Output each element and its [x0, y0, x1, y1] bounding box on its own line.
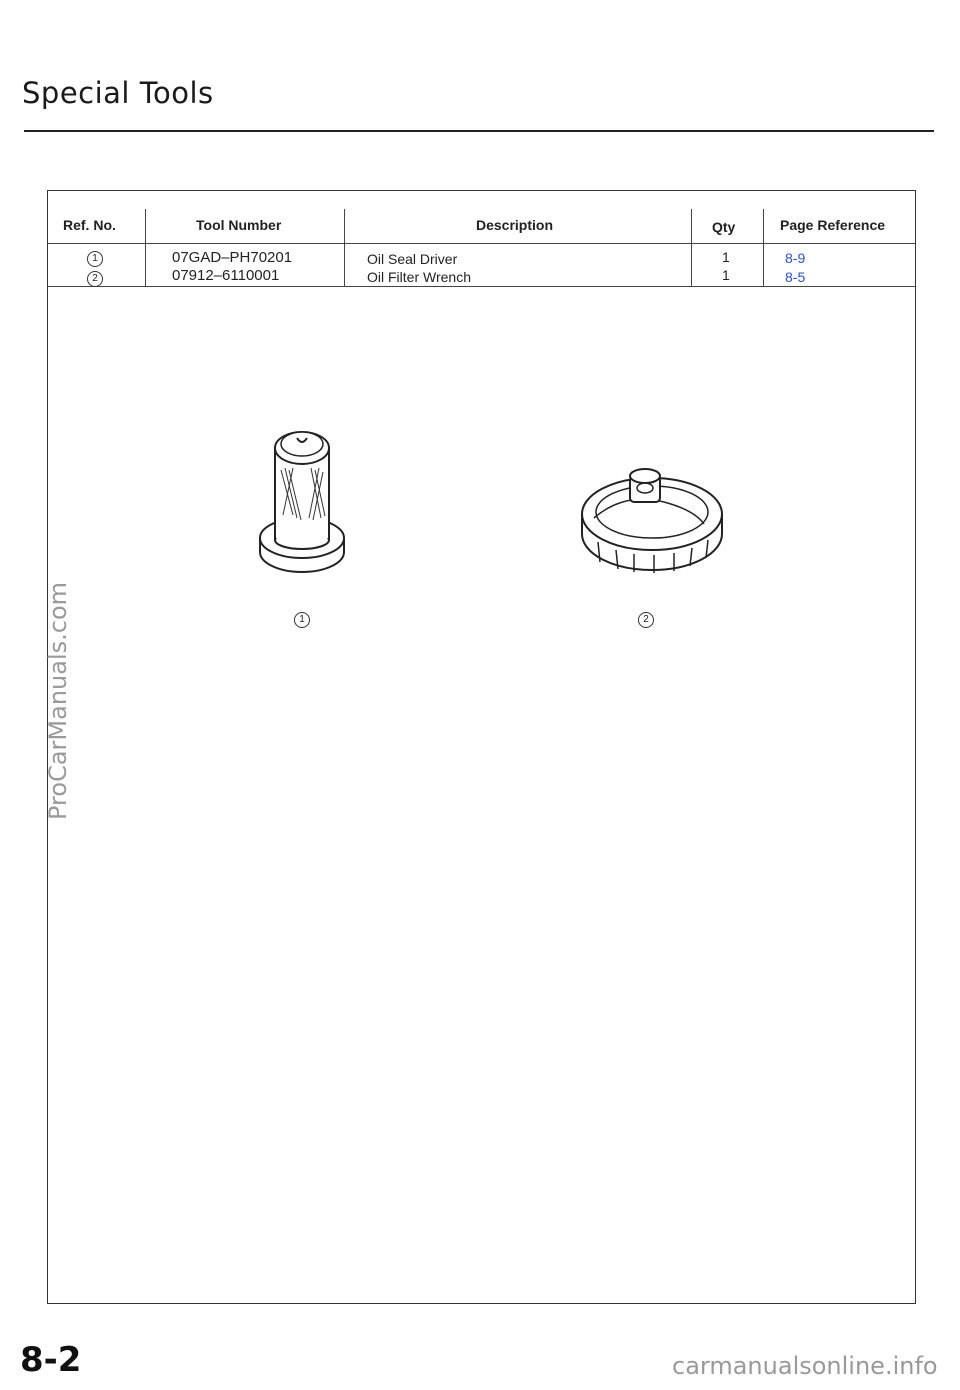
description-cell: Oil Seal Driver: [367, 251, 458, 267]
column-divider: [763, 209, 764, 287]
header-qty: Qty: [712, 219, 736, 235]
qty-cell: 1: [722, 249, 730, 265]
qty-cell: 1: [722, 267, 730, 283]
oil-seal-driver-illustration: [255, 420, 355, 580]
header-ref-no: Ref. No.: [63, 217, 116, 233]
header-description: Description: [476, 217, 554, 233]
tool-number-cell: 07912–6110001: [172, 267, 280, 284]
tool2-label: 2: [638, 612, 654, 628]
ref-number-badge: 1: [87, 251, 103, 267]
page-number: 8-2: [20, 1340, 82, 1380]
footer-site-text: carmanualsonline.info: [672, 1352, 938, 1380]
description-cell: Oil Filter Wrench: [367, 269, 471, 285]
tool-number-cell: 07GAD–PH70201: [172, 249, 293, 266]
oil-filter-wrench-illustration: [574, 462, 734, 582]
column-divider: [145, 209, 146, 287]
header-tool-number: Tool Number: [196, 217, 282, 233]
header-page-reference: Page Reference: [780, 217, 886, 233]
tool1-label: 1: [294, 612, 310, 628]
column-divider: [691, 209, 692, 287]
page-reference-link[interactable]: 8-9: [785, 250, 806, 266]
page-reference-link[interactable]: 8-5: [785, 269, 806, 285]
watermark-text: ProCarManuals.com: [44, 581, 72, 820]
header-underline: [48, 243, 915, 244]
table-bottom-rule: [48, 286, 915, 287]
title-rule: [24, 130, 934, 132]
column-divider: [344, 209, 345, 287]
ref-number-badge: 2: [87, 271, 103, 287]
tools-frame: [47, 190, 916, 1304]
page-title: Special Tools: [22, 76, 214, 110]
